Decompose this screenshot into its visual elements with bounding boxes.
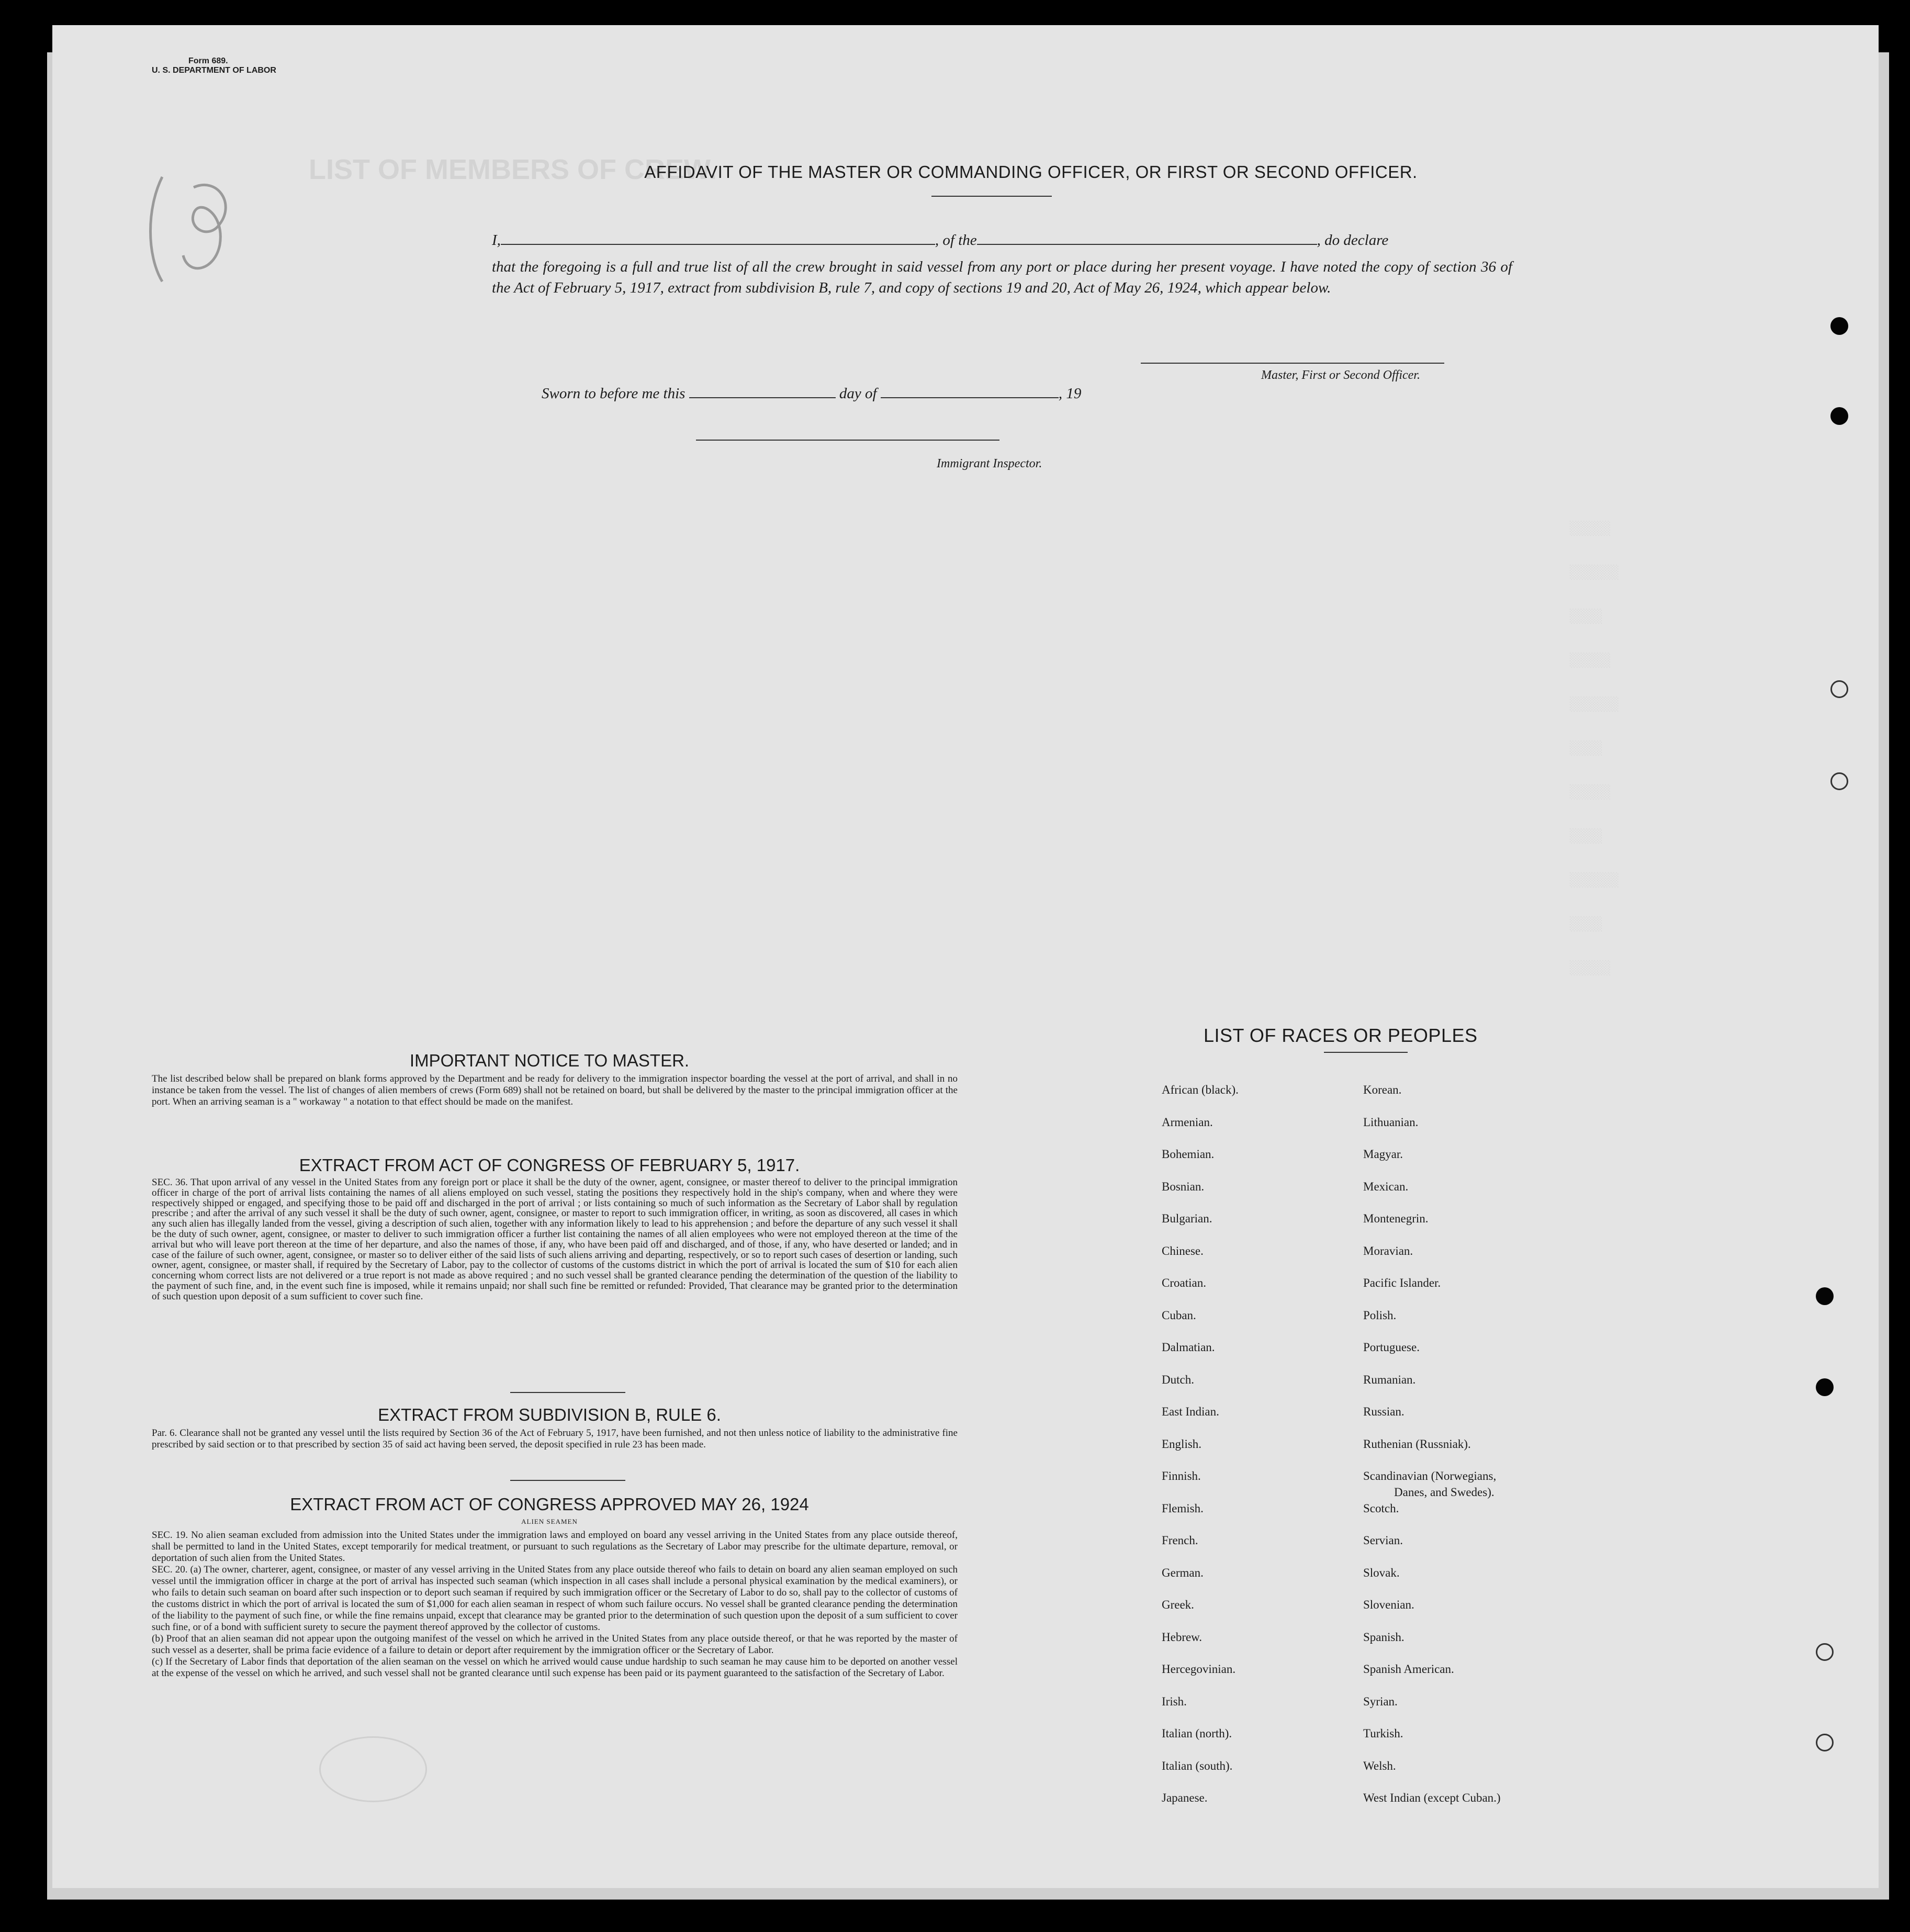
race-item: Finnish.	[1162, 1469, 1201, 1482]
race-item: Chinese.	[1162, 1244, 1204, 1257]
race-item: Cuban.	[1162, 1308, 1196, 1322]
race-item: Italian (north).	[1162, 1727, 1232, 1740]
declarant-prefix: I,	[492, 232, 501, 249]
notice-title: IMPORTANT NOTICE TO MASTER.	[409, 1051, 690, 1070]
notice-text: The list described below shall be prepared on blank forms approved by the Department and be ready for delivery to the immigration inspector boarding the vessel at the port of arrival, and shall in no instance be taken from the vessel. The list of changes of alien members of crews (Form 689) shall not be retained on board, but shall be delivered by the master to the principal immigration officer at the port. When an arriving seaman is a " workaway " a notation to that effect should be made on the manifest.	[152, 1073, 958, 1107]
binder-hole	[1816, 1378, 1834, 1396]
race-item: African (black).	[1162, 1083, 1239, 1096]
race-item: Slovenian.	[1363, 1598, 1414, 1611]
affidavit-paragraph: that the foregoing is a full and true list of all the crew brought in said vessel from any port or place during her present voyage. I have noted the copy of section 36 of the Act of February 5, 1917, extract from subdivision B, rule 7, and copy of sections 19 and 20, Act of May 26, 1924, which appear below.	[492, 259, 1512, 296]
extract-1917-title: EXTRACT FROM ACT OF CONGRESS OF FEBRUARY 5, 1917.	[299, 1155, 800, 1175]
vessel-name-field[interactable]	[977, 244, 1317, 245]
race-item: Turkish.	[1363, 1727, 1403, 1740]
race-item: Polish.	[1363, 1308, 1397, 1322]
race-item: Bohemian.	[1162, 1148, 1215, 1161]
master-signature-label: Master, First or Second Officer.	[1261, 368, 1420, 382]
race-item: Montenegrin.	[1363, 1212, 1429, 1225]
race-item: Syrian.	[1363, 1694, 1398, 1708]
race-item: Dutch.	[1162, 1373, 1194, 1386]
extract-1917-text: SEC. 36. That upon arrival of any vessel in the United States from any foreign port or place it shall be the duty of the owner, agent, consignee, or master thereof to deliver to the principal immigration officer in charge of the port of arrival lists containing the names of all aliens employed on such vessel, stating the positions they respectively hold in the ship's company, when and where they were respectively shipped or engaged, and specifying those to be paid off and discharged in the port of arrival ; or lists containing so much of such information as the Secretary of Labor shall by regulation prescribe ; and after the arrival of any such vessel it shall be the duty of such owner, agent, consignee, or master to report to such immigration officer, in writing, as soon as discovered, all cases in which any such alien has illegally landed from the vessel, giving a description of such alien, together with any information likely to lead to his apprehension ; and before the departure of any such vessel it shall be the duty of such owner, agent, consignee, or master to deliver to such immigration officer a further list containing the names of all alien employees who were not employed thereon at the time of the arrival but who will leave port thereon at the time of her departure, and also the names of those, if any, who have been paid off and discharged, and of those, if any, who have deserted or landed; and in case of the failure of such owner, agent, consignee, or master so to deliver either of the said lists of such aliens arriving and departing, respectively, or so to report such cases of desertion or landing, such owner, agent, consignee, or master shall, if required by the Secretary of Labor, pay to the collector of customs of the customs district in which the port of arrival is located the sum of $10 for each alien concerning whom correct lists are not delivered or a true report is not made as above required ; and no such vessel shall be granted clearance pending the determination of the question of the liability to the payment of such fine, and, in the event such fine is imposed, while it remains unpaid; nor shall such fine be remitted or refunded: Provided, That clearance may be granted prior to the determination of such question upon deposit of a sum sufficient to cover such fine.	[152, 1177, 958, 1302]
races-title: LIST OF RACES OR PEOPLES	[1204, 1025, 1478, 1046]
extract-1924-body	[152, 1530, 958, 1679]
extract-1924-sec20c: (c) If the Secretary of Labor finds that deportation of the alien seaman on the vessel on which he arrived would cause undue hardship to such seaman he may cause him to be deported on another vessel at the expense of the vessel on which he arrived, and such vessel shall not be granted clearance until such expense has been paid or its payment guaranteed to the satisfaction of the Secretary of Labor.	[152, 1656, 958, 1679]
races-title-rule	[1324, 1052, 1408, 1053]
race-item: Hebrew.	[1162, 1630, 1203, 1644]
race-item: Armenian.	[1162, 1115, 1213, 1129]
subdivision-b-text: Par. 6. Clearance shall not be granted any vessel until the lists required by Section 36 of the Act of February 5, 1917, have been furnished, and not then unless notice of liability to the administrative fine prescribed by said section or to that prescribed by section 35 of said act having been served, the deposit specified in rule 23 has been made.	[152, 1428, 958, 1450]
binder-hole	[1830, 680, 1848, 698]
race-item: Spanish.	[1363, 1630, 1405, 1644]
race-item: Bosnian.	[1162, 1180, 1205, 1193]
of-the-label: , of the	[935, 232, 977, 249]
inspector-signature-label: Immigrant Inspector.	[937, 457, 1042, 470]
sworn-month-field[interactable]	[881, 397, 1059, 398]
affidavit-title-rule	[931, 196, 1052, 197]
faint-stamp	[319, 1736, 427, 1802]
extract-1924-sec19: SEC. 19. No alien seaman excluded from admission into the United States under the immigration laws and employed on board any vessel arriving in the United States from any place outside thereof, shall be permitted to land in the United States, except temporarily for medical treatment, or pursuant to such regulations as the Secretary of Labor may prescribe for the ultimate departure, removal, or deportation of such alien from the United States.	[152, 1530, 958, 1564]
race-item: Irish.	[1162, 1694, 1187, 1708]
extract-1924-sec20b: (b) Proof that an alien seaman did not appear upon the outgoing manifest of the vessel on which he arrived in the United States from any place outside thereof, or that he was reported by the master of such vessel as a deserter, shall be prima facie evidence of a failure to detain or deport after requirement by the immigration officer or the Secretary of Labor.	[152, 1633, 958, 1656]
sworn-line	[542, 385, 1081, 402]
race-item: English.	[1162, 1437, 1202, 1451]
race-item: Dalmatian.	[1162, 1341, 1215, 1354]
race-item: Moravian.	[1363, 1244, 1413, 1257]
race-item: Croatian.	[1162, 1276, 1206, 1289]
binder-hole	[1816, 1643, 1834, 1661]
form-header	[152, 57, 276, 75]
race-item: Italian (south).	[1162, 1759, 1233, 1772]
race-item: Scandinavian (Norwegians,	[1363, 1469, 1497, 1482]
sworn-year-label: , 19	[1058, 385, 1082, 402]
race-item-continuation: Danes, and Swedes).	[1394, 1486, 1495, 1499]
race-item: Pacific Islander.	[1363, 1276, 1441, 1289]
race-item: Hercegovinian.	[1162, 1663, 1236, 1676]
race-item: Bulgarian.	[1162, 1212, 1212, 1225]
binder-hole	[1830, 407, 1848, 425]
bleed-through-heading: LIST OF MEMBERS OF CREW.	[309, 154, 717, 185]
race-item: Japanese.	[1162, 1791, 1208, 1804]
race-item: Slovak.	[1363, 1566, 1400, 1579]
extract-1924-subtitle: ALIEN SEAMEN	[521, 1518, 578, 1525]
race-item: Greek.	[1162, 1598, 1194, 1611]
extract-1924-sec20a: SEC. 20. (a) The owner, charterer, agent, consignee, or master of any vessel arriving in the United States from any place outside thereof who fails to detain on board any alien seaman employed on such vessel until the immigration officer in charge at the port of arrival has inspected such seaman (which inspection in all cases shall include a personal physical examination by the medical examiners), or who fails to detain such seaman on board after such inspection or to deport such seaman if required by such immigration officer or the Secretary of Labor to do so, shall pay to the collector of customs of the customs district in which the port of arrival is located the sum of $1,000 for each alien seaman in respect of whom such failure occurs. No vessel shall be granted clearance pending the determination of the liability to the payment of such fine, or while the fine remains unpaid, except that clearance may be granted prior to the determination of such question upon the deposit of a sum sufficient to cover such fine, or of a bond with sufficient surety to secure the payment thereof approved by the collector of customs.	[152, 1564, 958, 1633]
race-item: Ruthenian (Russniak).	[1363, 1437, 1471, 1451]
binder-hole	[1830, 317, 1848, 335]
race-item: East Indian.	[1162, 1405, 1219, 1418]
department-name: U. S. DEPARTMENT OF LABOR	[152, 66, 276, 75]
form-number: Form 689.	[188, 57, 228, 65]
sworn-day-field[interactable]	[689, 397, 836, 398]
binder-hole	[1816, 1287, 1834, 1305]
race-item: Spanish American.	[1363, 1663, 1454, 1676]
declare-label: , do declare	[1317, 232, 1389, 249]
bleed-through-column: ░░░░░ ░░░░░░ ░░░░ ░░░░░ ░░░░░░ ░░░░ ░░░░░ ░░░░ ░░░░░░ ░░░░ ░░░░░	[1570, 521, 1619, 976]
race-item: Mexican.	[1363, 1180, 1409, 1193]
race-item: Scotch.	[1363, 1501, 1399, 1515]
race-item: Welsh.	[1363, 1759, 1396, 1772]
sworn-day-of-label: day of	[839, 385, 877, 402]
race-item: Russian.	[1363, 1405, 1405, 1418]
race-item: West Indian (except Cuban.)	[1363, 1791, 1501, 1804]
handwritten-mark	[126, 166, 246, 292]
binder-hole	[1830, 772, 1848, 790]
race-item: Magyar.	[1363, 1148, 1403, 1161]
master-signature-line[interactable]	[1141, 363, 1444, 364]
inspector-signature-line[interactable]	[696, 440, 999, 441]
affidavit-title: AFFIDAVIT OF THE MASTER OR COMMANDING OFFICER, OR FIRST OR SECOND OFFICER.	[644, 162, 1418, 182]
race-item: Flemish.	[1162, 1501, 1204, 1515]
declarant-name-field[interactable]	[501, 244, 935, 245]
race-item: German.	[1162, 1566, 1204, 1579]
race-item: Servian.	[1363, 1534, 1403, 1547]
affidavit-declaration-line	[492, 232, 1512, 249]
sworn-prefix: Sworn to before me this	[542, 385, 686, 402]
race-item: Portuguese.	[1363, 1341, 1420, 1354]
binder-hole	[1816, 1734, 1834, 1751]
race-item: Rumanian.	[1363, 1373, 1416, 1386]
race-item: Korean.	[1363, 1083, 1402, 1096]
extract-1924-title: EXTRACT FROM ACT OF CONGRESS APPROVED MAY 26, 1924	[290, 1495, 809, 1514]
extract-1917-rule	[510, 1392, 625, 1393]
race-item: Lithuanian.	[1363, 1115, 1419, 1129]
subdivision-b-rule	[510, 1480, 625, 1481]
document-page	[52, 25, 1879, 1888]
race-item: French.	[1162, 1534, 1198, 1547]
subdivision-b-title: EXTRACT FROM SUBDIVISION B, RULE 6.	[378, 1405, 721, 1424]
